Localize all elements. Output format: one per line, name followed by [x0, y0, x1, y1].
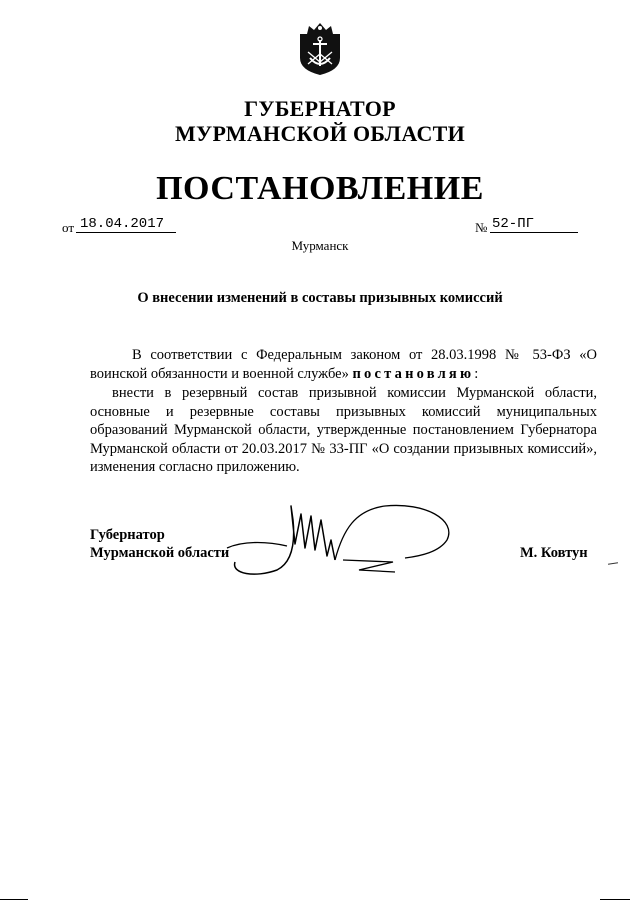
footer-rule-right [600, 899, 630, 900]
signer-name: М. Ковтун [520, 545, 588, 561]
signer-title-line1: Губернатор [90, 527, 165, 543]
document-type-heading: ПОСТАНОВЛЕНИЕ [156, 170, 484, 207]
coat-of-arms-emblem [297, 18, 343, 76]
resolution-word: постановляю [352, 365, 475, 382]
footer-rule-left [0, 899, 28, 900]
signer-title-line2: Мурманской области [90, 545, 230, 561]
para1-text: В соответствии с Федеральным законом от 28.03.1998 № 53-ФЗ «О воинской обязанности и военной службе» [90, 347, 597, 382]
body-paragraph-2: внести в резервный состав призывной комиссии Мурманской области, основные и резервные составы призывных комиссий муниципальных образований Мурманской области, утвержденные постановлением Губернатора Мурманской области от 20.03.2017 № 33-ПГ «О создании призывных комиссий», изменения согласно приложению. [90, 385, 597, 475]
document-number: 52-ПГ [492, 216, 535, 232]
document-subject: О внесении изменений в составы призывных комиссий [137, 290, 503, 306]
body-paragraph-1 [90, 346, 597, 383]
issue-city: Мурманск [291, 238, 349, 253]
issuer-title-line2: МУРМАНСКОЙ ОБЛАСТИ [174, 121, 466, 146]
date-underline [76, 232, 176, 233]
number-prefix: № [475, 220, 488, 235]
document-date: 18.04.2017 [80, 216, 165, 232]
issuer-title-line1: ГУБЕРНАТОР [244, 96, 396, 121]
date-prefix: от [62, 220, 75, 235]
handwritten-signature [225, 500, 455, 580]
margin-mark [608, 562, 618, 564]
para1-end: : [474, 365, 479, 382]
number-underline [490, 232, 578, 233]
